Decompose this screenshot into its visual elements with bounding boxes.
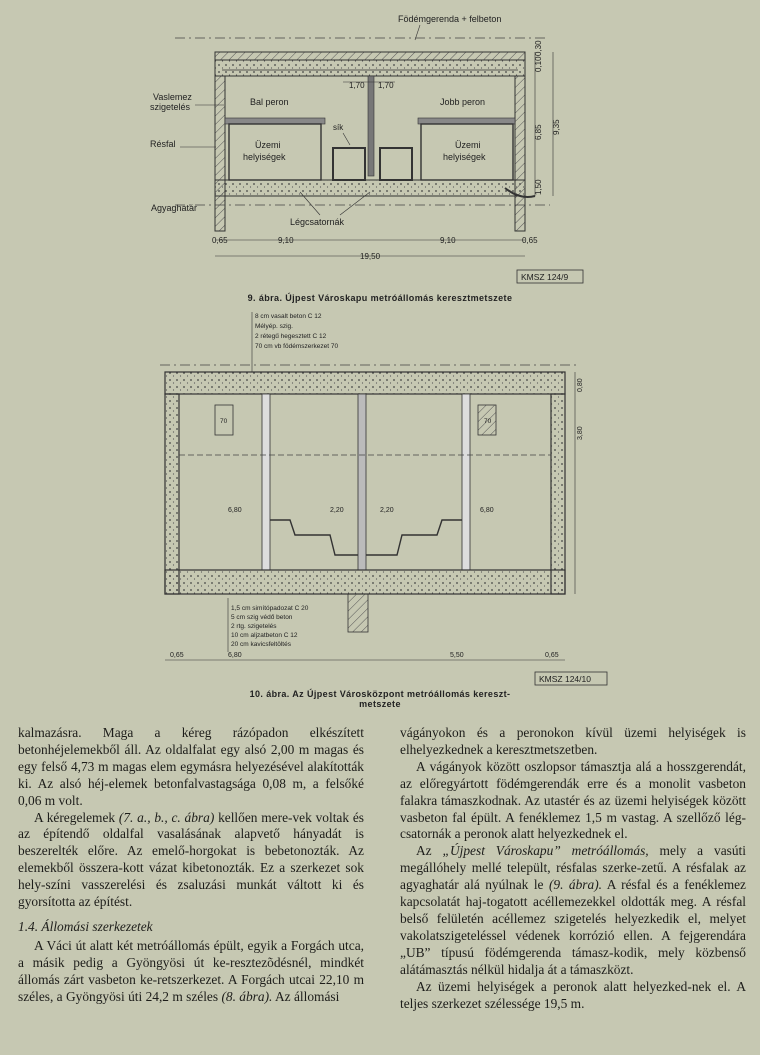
dim-width-5-50: 5,50 [450, 652, 464, 659]
dim-3-80: 3,80 [577, 426, 584, 440]
legend-bottom [228, 598, 309, 652]
label-service-left-1: Üzemi [255, 140, 281, 150]
legend-top [252, 312, 338, 372]
dim-0-80: 0,80 [577, 378, 584, 392]
label-steel-plate: Vaslemez [153, 92, 192, 102]
platform-left-10 [270, 520, 358, 555]
dim-70-vert-b: 70 [220, 418, 228, 425]
dim-6-80-right: 6,80 [480, 507, 494, 514]
text-column-left [18, 725, 364, 1006]
dim-0-30: 0,30 [534, 40, 543, 56]
stamp-10: KMSZ 124/10 [539, 674, 591, 684]
dim-width-6-80: 6,80 [228, 652, 242, 659]
dim-9-10-left: 9,10 [278, 236, 294, 245]
dim-19-50: 19,50 [360, 252, 381, 261]
track-left [333, 148, 365, 180]
left-platform-slab [225, 118, 325, 124]
caption-figure-10-line2: metszete [359, 699, 401, 709]
paragraph-right-1: vágányokon és a peronokon kívül üzemi helyiségek is elhelyezkednek a keresztmetszetben. [400, 725, 746, 757]
dim-9-35: 9,35 [552, 119, 561, 135]
paragraph-right-2: A vágányok között oszlopsor támasztja alá a hosszgerendát, az előregyártott födémgerendák erre és a monolit vasbeton falakra támaszkodnak. Az utastér és az üzemi helyiségek között vasbeton fal épült. A fenéklemez 1,5 m vastag. A szellőző lég-csatornák a peronok alatt helyezkednek el. [400, 758, 746, 842]
dim-2-20-right: 2,20 [380, 507, 394, 514]
dim-0-65-left-10: 0,65 [170, 652, 184, 659]
paragraph-right-3: Az „Újpest Városkapu” metróállomás, mely a vasúti megállóhely mellé települt, résfalas szerke-zetű. A résfalak az agyaghatár alá nyúlnak le (9. ábra). A résfal és a fenéklemez kapcsolatát haj-togatott acéllemezekkel oldották meg. A résfal belső felületén acéllemez szigetelés helyezkedik el, melyet vakolatszigeteléssel védenek korrózió ellen. A fejgerendára „UB” típusú födémgerenda támasz-kodik, mely közbenső alátámasztás nélkül hidalja át a támaszközt. [400, 843, 746, 977]
paragraph-left-3: A Váci út alatt két metróállomás épült, egyik a Forgách utca, a másik pedig a Gyöngyösi út ke-resztezõdésnél, mindkét állomás zárt vasbeton ke-retszerkezet. A Forgách utcai 22,10 m széles, a Gyöngyösi úti 24,2 m széles (8. ábra). Az állomási [18, 937, 364, 1004]
label-insulation: szigetelés [150, 102, 191, 112]
platform-right-10 [366, 520, 462, 555]
legend-bottom-5: 20 cm kavicsfeltöltés [231, 641, 291, 648]
label-clay-boundary: Agyaghatár [151, 203, 198, 213]
base-slab-10 [165, 570, 565, 594]
center-column-10 [358, 394, 366, 570]
paragraph-right-4: Az üzemi helyiségek a peronok alatt helyezked-nek el. A teljes szerkezet szélessége 19,5 m. [400, 978, 746, 1011]
caption-figure-10-line1: 10. ábra. Az Újpest Városközpont metróállomás kereszt- [249, 689, 511, 699]
outer-wall-left [165, 394, 179, 594]
legend-top-3: 2 rétegű hegesztett C 12 [255, 333, 327, 340]
label-right-platform: Jobb peron [440, 97, 486, 107]
outer-wall-right [551, 394, 565, 594]
roof-slab [215, 60, 525, 76]
station-name: „Újpest Városkapu” metróállomás, [442, 843, 649, 859]
base-slab [215, 180, 525, 196]
legend-top-4: 70 cm vb födémszerkezet 70 [255, 343, 339, 350]
roof-topping [215, 52, 525, 60]
label-service-right-2: helyiségek [443, 152, 486, 162]
legend-bottom-4: 10 cm aljzatbeton C 12 [231, 632, 298, 639]
figure-9-cross-section [0, 0, 760, 300]
caption-figure-9: 9. ábra. Újpest Városkapu metróállomás keresztmetszete [247, 293, 513, 303]
dim-1-70-left: 1,70 [349, 81, 365, 90]
legend-top-1: 8 cm vasalt beton C 12 [255, 313, 322, 320]
dim-0-65-left: 0,65 [212, 236, 228, 245]
label-service-right-1: Üzemi [455, 140, 481, 150]
label-left-platform: Bal peron [250, 97, 289, 107]
paragraph-left-2: A kéregelemek (7. a., b., c. ábra) kellően mere-vek voltak és az építendő oldalfal vasalásának alapvető hányadát is beszerelték előre. Az emelő-horgokat is bebetonozták. Az elemekből összera-kott vázat kibetonozták. Ez a szerkezet sok hely-színi vasszerelési és zsaluzási munkát váltott ki és gyorsította az építést. [18, 809, 364, 910]
dim-9-10-right: 9,10 [440, 236, 456, 245]
dim-2-20-left: 2,20 [330, 507, 344, 514]
slurry-wall-right [515, 76, 525, 231]
legend-top-2: Mélyép. szig. [255, 323, 293, 330]
figure-10-cross-section [0, 300, 760, 725]
label-rail-level: sík [333, 123, 344, 132]
dim-0-65-right: 0,65 [522, 236, 538, 245]
text-column-right [400, 725, 746, 1012]
inner-wall-left [262, 394, 270, 570]
stamp-9: KMSZ 124/9 [521, 272, 569, 282]
dim-0-65-right-10: 0,65 [545, 652, 559, 659]
dim-1-50: 1,50 [534, 179, 543, 195]
label-air-ducts: Légcsatornák [290, 217, 345, 227]
figure-reference-7: (7. a., b., c. ábra) [118, 809, 215, 825]
legend-bottom-1: 1,5 cm simítópadozat C 20 [231, 605, 309, 612]
figure-reference-9: (9. ábra). [548, 877, 603, 893]
dim-1-70-right: 1,70 [378, 81, 394, 90]
inner-wall-right [462, 394, 470, 570]
dim-6-80-left: 6,80 [228, 507, 242, 514]
figure-reference-8: (8. ábra). [221, 988, 273, 1004]
legend-bottom-2: 5 cm szig védő beton [231, 614, 293, 621]
section-heading: 1.4. Állomási szerkezetek [18, 918, 153, 934]
dim-0-10: 0,10 [534, 56, 543, 72]
legend-bottom-3: 2 rtg. szigetelés [231, 623, 277, 630]
paragraph-left-1: kalmazásra. Maga a kéreg rázópadon elkészített betonhéjelemekből áll. Az oldalfalat egy alsó 2,00 m magas és egy felső 4,73 m magas elem egymásra helyezésével alakították ki. Az alsó héj-elemek betonfalvastagsága 0,08 m, a felsőké 0,06 m volt. [18, 725, 364, 808]
roof-slab-10 [165, 372, 565, 394]
track-right [380, 148, 412, 180]
right-platform-slab [418, 118, 515, 124]
label-slurry-wall: Résfal [150, 139, 176, 149]
drain-pit [348, 594, 368, 632]
center-column [368, 76, 374, 176]
slurry-wall-left [215, 76, 225, 231]
dim-6-85: 6,85 [534, 124, 543, 140]
label-top-beam: Födémgerenda + felbeton [398, 14, 502, 24]
dim-70-vert-a: 70 [484, 418, 492, 425]
label-service-left-2: helyiségek [243, 152, 286, 162]
